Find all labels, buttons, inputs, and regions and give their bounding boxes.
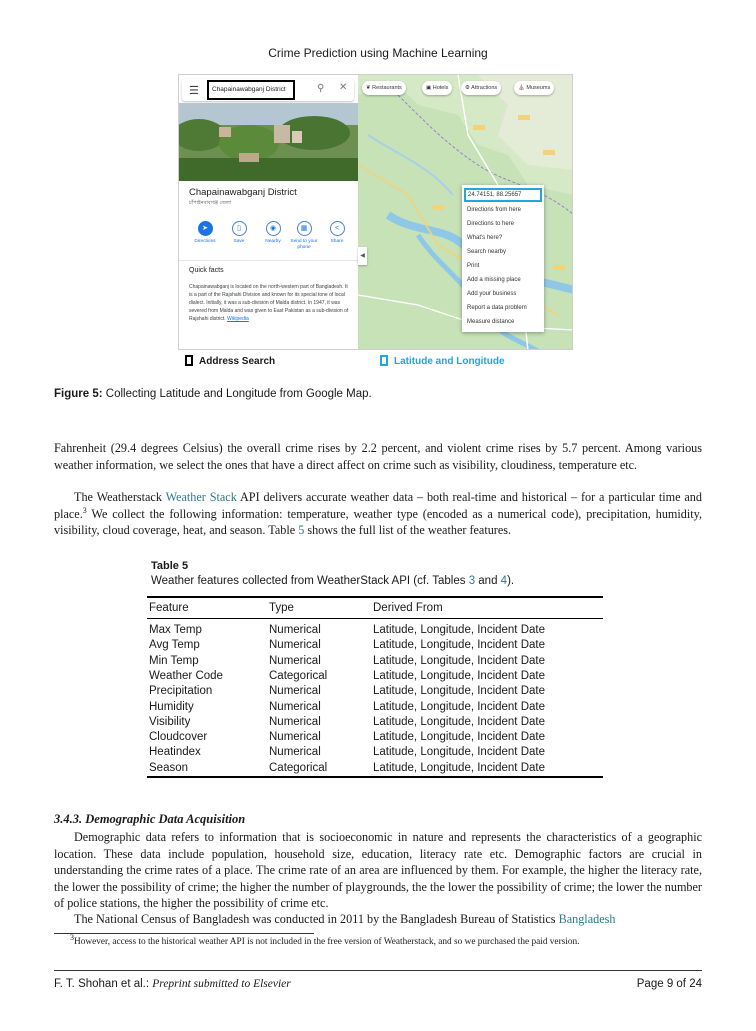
table-row xyxy=(147,685,603,700)
weather-stack-link[interactable]: Weather Stack xyxy=(165,490,237,504)
bangladesh-link[interactable]: Bangladesh xyxy=(558,912,616,926)
close-icon[interactable]: ✕ xyxy=(339,82,348,93)
legend-swatch xyxy=(380,355,388,366)
table-cell: Numerical xyxy=(269,715,321,728)
legend-swatch xyxy=(185,355,193,366)
column-header: Derived From xyxy=(373,602,443,614)
table-cell: Latitude, Longitude, Incident Date xyxy=(373,761,545,774)
table-cell: Latitude, Longitude, Incident Date xyxy=(373,624,545,636)
coordinates-item[interactable]: 24.74151, 88.25657 xyxy=(464,188,542,202)
quick-facts-heading: Quick facts xyxy=(189,267,224,274)
save-button[interactable]: ▯ Save xyxy=(223,221,255,245)
table-cell: Categorical xyxy=(269,669,328,682)
table-label: Table 5 xyxy=(151,560,189,572)
place-panel xyxy=(179,75,358,350)
chip-attractions[interactable]: ⚙ Attractions xyxy=(461,81,501,95)
table-cell: Visibility xyxy=(149,715,191,728)
map-screenshot-figure xyxy=(178,74,573,350)
table-cell: Latitude, Longitude, Incident Date xyxy=(373,685,545,698)
legend-lat-long: Latitude and Longitude xyxy=(380,355,505,367)
table-cell: Numerical xyxy=(269,746,321,759)
table-row xyxy=(147,655,603,670)
phone-icon: ▦ xyxy=(297,221,312,236)
bookmark-icon: ▯ xyxy=(232,221,247,236)
table-ref-link[interactable]: 4 xyxy=(500,575,508,587)
table-cell: Max Temp xyxy=(149,624,202,636)
table-row xyxy=(147,639,603,654)
table-bottom-rule xyxy=(147,776,603,778)
table-cell: Heatindex xyxy=(149,746,201,759)
context-menu-item[interactable]: Add your business xyxy=(467,291,517,297)
footer-citation: F. T. Shohan et al.: Preprint submitted to Elsevier xyxy=(54,978,291,990)
table-row xyxy=(147,701,603,716)
table-cell: Numerical xyxy=(269,685,321,698)
search-icon[interactable]: ⚲ xyxy=(317,83,325,94)
table-cell: Min Temp xyxy=(149,654,199,667)
figure-caption: Figure 5: Collecting Latitude and Longitude from Google Map. xyxy=(54,388,372,400)
share-icon: < xyxy=(330,221,345,236)
section-heading: 3.4.3. Demographic Data Acquisition xyxy=(54,812,246,826)
context-menu-item[interactable]: Directions from here xyxy=(467,207,522,213)
paragraph: The Weatherstack Weather Stack API delivers accurate weather data – both real-time and historical – for a particular time and place.$^3$ We collect the following information: temperature, weather type (encoded as a numerical code), precipitation, humidity, visibility, cloud coverage, heat, and season. Table 5 shows the full list of the weather features. xyxy=(54,490,702,537)
attractions-icon: ⚙ xyxy=(465,85,470,91)
table-mid-rule xyxy=(147,618,603,619)
table-cell: Weather Code xyxy=(149,669,223,682)
footer-rule xyxy=(54,970,702,971)
table-cell: Season xyxy=(149,761,189,774)
legend-address-search: Address Search xyxy=(185,355,275,367)
search-bar xyxy=(182,79,354,101)
table-row xyxy=(147,624,603,639)
context-menu-item[interactable]: Print xyxy=(467,263,480,269)
table-caption: Weather features collected from WeatherStack API (cf. Tables 3 and 4). xyxy=(151,575,515,587)
column-header: Feature xyxy=(149,602,189,614)
context-menu-item[interactable]: Add a missing place xyxy=(467,277,521,283)
hotel-icon: ▣ xyxy=(426,85,432,91)
footnote: $^3$However, access to the historical weather API is not included in the free version of Weatherstack, and so we purchased the paid version. xyxy=(70,932,580,947)
table-row xyxy=(147,762,603,777)
collapse-panel-button[interactable]: ◀ xyxy=(358,247,367,265)
context-menu-item[interactable]: Measure distance xyxy=(467,319,515,325)
footnote-marker[interactable]: 3 xyxy=(82,505,87,515)
chip-restaurants[interactable]: ❦ Restaurants xyxy=(362,81,406,95)
table-cell: Avg Temp xyxy=(149,639,200,652)
table-cell: Latitude, Longitude, Incident Date xyxy=(373,731,545,744)
table-top-rule xyxy=(147,596,603,598)
send-to-phone-button[interactable]: ▦ Send to your phone xyxy=(288,221,320,251)
context-menu-item[interactable]: Report a data problem xyxy=(467,305,527,311)
context-menu-item[interactable]: Search nearby xyxy=(467,249,507,255)
museum-icon: ⛪ xyxy=(518,85,525,91)
table-cell: Latitude, Longitude, Incident Date xyxy=(373,746,545,759)
table-row xyxy=(147,670,603,685)
quick-facts-text: Chapainawabganj is located on the north-western part of Bangladesh. It is a part of the Rajshahi Division and known for its special tone of local dialect. Initially, it was a sub-division of Malda district. In 1947, it was severed from Malda and was given to East Pakistan as a sub-division of Rajshahi district. Wikipedia xyxy=(189,284,349,322)
footnote-rule xyxy=(54,933,314,934)
search-input[interactable]: Chapainawabganj District xyxy=(207,80,295,100)
chip-hotels[interactable]: ▣ Hotels xyxy=(422,81,452,95)
table-row xyxy=(147,716,603,731)
table-header-row xyxy=(147,602,603,617)
directions-icon: ➤ xyxy=(198,221,213,236)
table-cell: Numerical xyxy=(269,654,321,667)
nearby-icon: ◉ xyxy=(266,221,281,236)
map-context-menu xyxy=(462,185,544,332)
running-head: Crime Prediction using Machine Learning xyxy=(268,46,488,60)
paragraph: Fahrenheit (29.4 degrees Celsius) the overall crime rises by 2.2 percent, and violent crime rises by 5.7 percent. Among various weather information, we select the ones that have a direct affect on crime such as visibility, cloudiness, temperature etc. xyxy=(54,441,702,472)
context-menu-item[interactable]: Directions to here xyxy=(467,221,515,227)
table-ref-link[interactable]: 3 xyxy=(468,575,476,587)
chip-museums[interactable]: ⛪ Museums xyxy=(514,81,554,95)
table-cell: Latitude, Longitude, Incident Date xyxy=(373,669,545,682)
menu-icon[interactable]: ☰ xyxy=(189,85,199,97)
table-row xyxy=(147,731,603,746)
table-cell: Numerical xyxy=(269,700,321,713)
table-cell: Categorical xyxy=(269,761,328,774)
place-photo xyxy=(179,103,358,181)
paragraph: Demographic data refers to information that is socioeconomic in nature and represents the characteristics of a geographic location. These data include population, household size, education, literacy rate etc. Demographic factors are crucial in understanding the crime rates of a place. The crime rate of an area are influenced by them. For example, the higher the literacy rate, the lower the possibility of crime; the higher the number of playgrounds, the the lower the possibility of crime; the lower the number of police stations, the higher the possibility of crime etc. xyxy=(54,830,702,910)
wikipedia-link[interactable]: Wikipedia xyxy=(227,316,249,322)
column-header: Type xyxy=(269,602,294,614)
table-cell: Cloudcover xyxy=(149,731,208,744)
directions-button[interactable]: ➤ Directions xyxy=(189,221,221,245)
table-cell: Latitude, Longitude, Incident Date xyxy=(373,639,545,652)
restaurant-icon: ❦ xyxy=(366,85,371,91)
table-row xyxy=(147,746,603,761)
place-name: Chapainawabganj District xyxy=(189,187,297,198)
paragraph: The National Census of Bangladesh was conducted in 2011 by the Bangladesh Bureau of Statistics Bangladesh xyxy=(74,912,616,926)
page-number: Page 9 of 24 xyxy=(636,978,702,990)
table-cell: Numerical xyxy=(269,731,321,744)
table-cell: Numerical xyxy=(269,639,321,652)
table-cell: Humidity xyxy=(149,700,194,713)
nearby-button[interactable]: ◉ Nearby xyxy=(257,221,289,245)
table-cell: Latitude, Longitude, Incident Date xyxy=(373,715,545,728)
divider xyxy=(179,260,358,261)
place-native-name: চাঁপাইনবাবগঞ্জ জেলা xyxy=(189,200,232,206)
table-cell: Latitude, Longitude, Incident Date xyxy=(373,700,545,713)
table-ref-link[interactable]: 5 xyxy=(298,523,305,537)
table-cell: Precipitation xyxy=(149,685,213,698)
table-cell: Numerical xyxy=(269,624,321,636)
share-button[interactable]: < Share xyxy=(321,221,353,245)
action-row xyxy=(185,221,353,257)
context-menu-item[interactable]: What's here? xyxy=(467,235,503,241)
table-cell: Latitude, Longitude, Incident Date xyxy=(373,654,545,667)
